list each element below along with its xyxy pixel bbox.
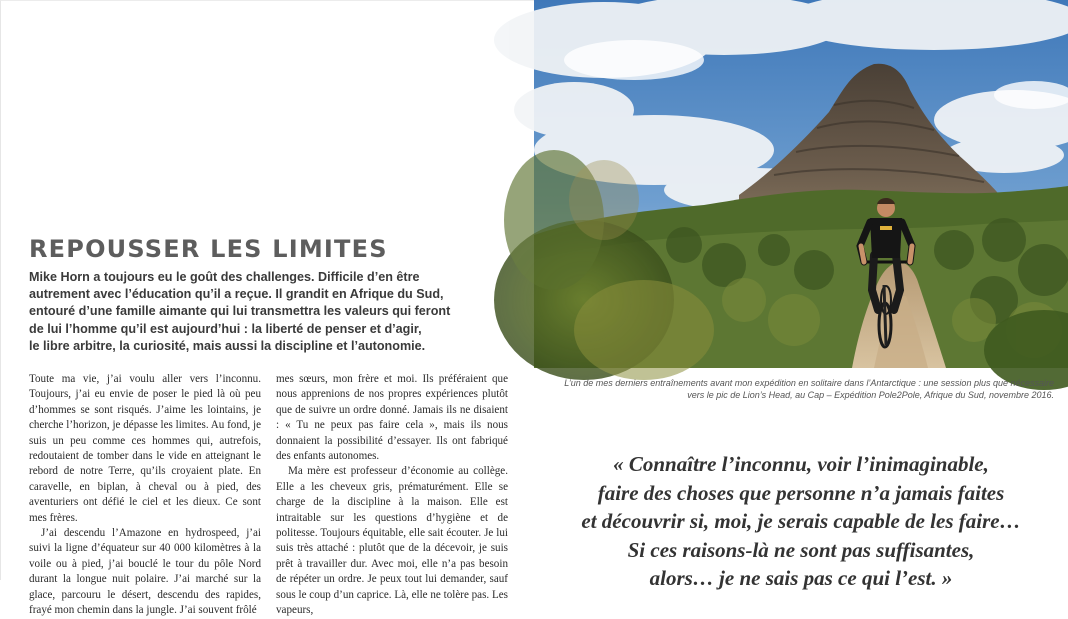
body-column-2 (276, 372, 508, 619)
lead-line: entouré d’une famille aimante qui lui transmettra les valeurs qui feront (29, 304, 451, 319)
mountain-biker-photo (534, 0, 1068, 368)
left-page (0, 0, 534, 617)
lead-line: Mike Horn a toujours eu le goût des challenges. Difficile d’en être (29, 270, 420, 284)
paragraph: mes sœurs, mon frère et moi. Ils préféraient que nous apprenions de nos propres expériences plutôt que de suivre un ordre donné. Jamais ils ne disaient : « Tu ne peux pas faire cela », mais ils nous donnaient la possibilité d’essayer. Ils ont fabriqué des enfants autonomes. (276, 373, 508, 463)
quote-line: alors… je ne sais pas ce qui l’est. » (649, 566, 953, 590)
quote-line: faire des choses que personne n’a jamais faites (597, 480, 1005, 505)
lead-line: le libre arbitre, la curiosité, mais aussi la discipline et l’autonomie. (29, 338, 426, 353)
article-title: REPOUSSER LES LIMITES (29, 235, 388, 263)
photo-caption: L’un de mes derniers entraînements avant mon expédition en solitaire dans l’Antarctique : une session plus que nécessaire vers le pic de Lion’s Head, au Cap – Expédition Pole2Pole, Afrique du Sud, novembre 2016. (564, 378, 1054, 401)
quote-line: Si ces raisons-là ne sont pas suffisantes, (627, 537, 975, 562)
quote-line: et découvrir si, moi, je serais capable de les faire… (581, 509, 1021, 533)
lead-line: de lui l’homme qu’il est aujourd’hui : la liberté de penser et d’agir, (29, 321, 422, 336)
paragraph: Ma mère est professeur d’économie au collège. Elle a les cheveux gris, prématurément. Elle se charge de la discipline à la maison. Elle est intraitable sur les questions d’hygiène et de politesse. Toujours équitable, elle sait écouter. Je lui suis très attaché : plutôt que de la décevoir, je suis prêt à travailler dur. Avec moi, elle n’a pas besoin de répéter un ordre. Je peux tout lui demander, sauf sous le coup d’un caprice. Là, elle ne tolère pas. Les vapeurs, (276, 465, 508, 617)
article-lead (29, 269, 451, 355)
quote-line: « Connaître l’inconnu, voir l’inimaginable, (613, 452, 989, 476)
paragraph: Toute ma vie, j’ai voulu aller vers l’inconnu. Toujours, j’ai eu envie de poser le pied là où peu d’hommes se sont risqués. J’aime les lointains, je cherche l’horizon, je dépasse les limites. Au fond, je suis un peu comme ces hommes qui, autrefois, redoutaient de tomber dans le vide en atteignant le rebord de notre Terre, qu’ils croyaient plate. En caravelle, en biplan, à cheval ou à pied, des aventuriers ont défié le ciel et les dieux. Ce sont mes frères. (29, 373, 261, 524)
paragraph: J’ai descendu l’Amazone en hydrospeed, j’ai suivi la ligne d’équateur sur 40 000 kilomètres à la voile ou à pied, j’ai bouclé le tour du pôle Nord durant la longue nuit polaire. J’ai marché sur la glace, parcouru le désert, descendu des rapides, frayé mon chemin dans la jungle. J’ai souvent frôlé (29, 527, 261, 617)
pull-quote (544, 450, 1058, 593)
body-column-1 (29, 372, 261, 619)
right-page (534, 0, 1068, 590)
lead-line: autrement avec l’éducation qu’il a reçue. Il grandit en Afrique du Sud, (29, 287, 444, 302)
